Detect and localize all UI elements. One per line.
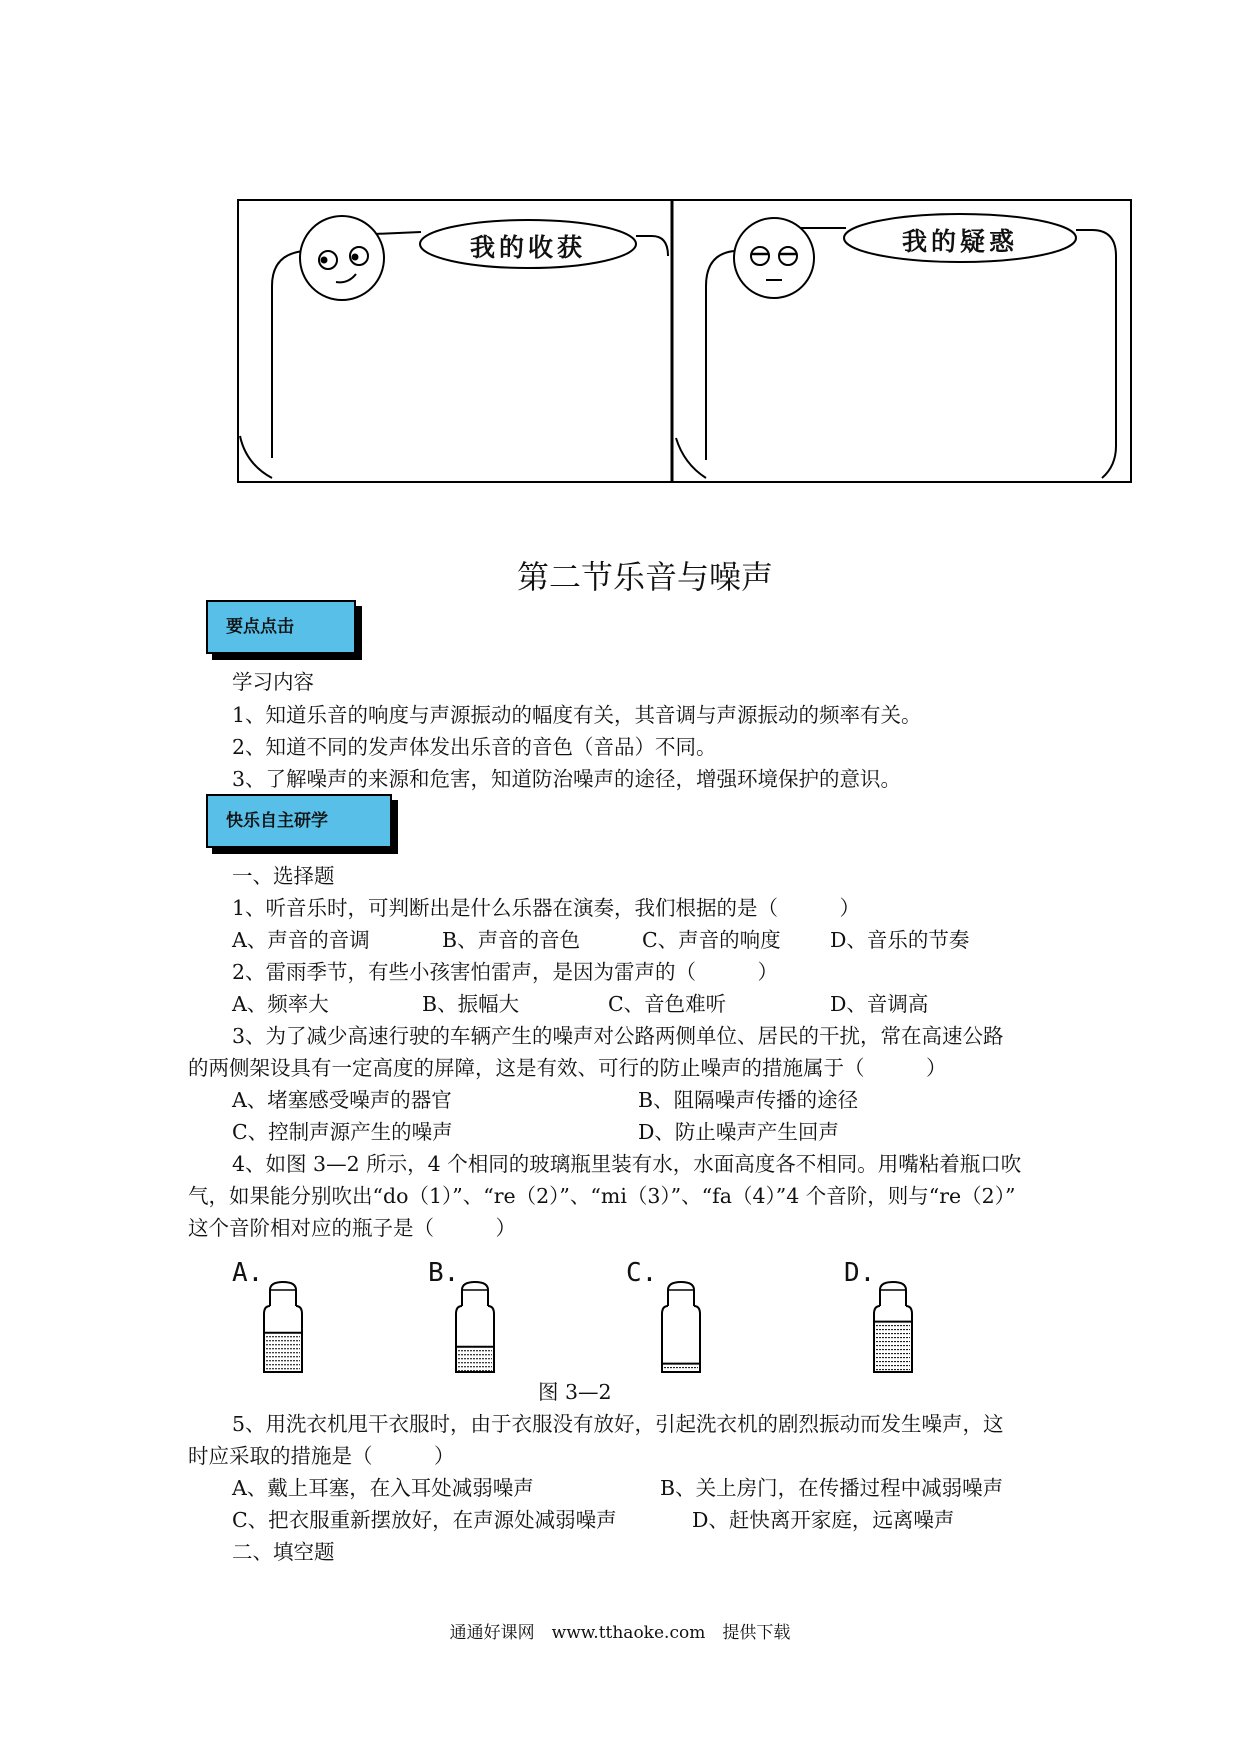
- q5-option-c: C、把衣服重新摆放好，在声源处减弱噪声: [232, 1508, 617, 1532]
- q4-stem-line2: 气，如果能分别吹出“do（1）”、“re（2）”、“mi（3）”、“fa（4）”4 个音阶，则与“re（2）”: [188, 1184, 1016, 1208]
- q2-stem: 2、雷雨季节，有些小孩害怕雷声，是因为雷声的（ ）: [232, 960, 779, 984]
- q4-stem-line1: 4、如图 3—2 所示，4 个相同的玻璃瓶里装有水，水面高度各不相同。用嘴粘着瓶口吹: [232, 1152, 1022, 1176]
- bottle-water: [456, 1347, 494, 1371]
- q3-option-a: A、堵塞感受噪声的器官: [232, 1088, 452, 1112]
- section-tag-self-study: 快乐自主研学: [206, 794, 392, 848]
- q3-option-d: D、防止噪声产生回声: [638, 1120, 839, 1144]
- bottle-b-label: B.: [428, 1258, 460, 1288]
- q1-stem: 1、听音乐时，可判断出是什么乐器在演奏，我们根据的是（ ）: [232, 896, 861, 920]
- bottle-a-label: A.: [232, 1258, 264, 1288]
- q3-stem-line2: 的两侧架设具有一定高度的屏障，这是有效、可行的防止噪声的措施属于（ ）: [188, 1056, 947, 1080]
- bottle-c-label: C.: [626, 1258, 658, 1288]
- q1-option-a: A、声音的音调: [232, 928, 370, 952]
- q5-options-row1: [232, 1474, 1052, 1502]
- bottle-neck: [462, 1282, 488, 1306]
- q5-option-a: A、戴上耳塞，在入耳处减弱噪声: [232, 1476, 534, 1500]
- q1-option-d: D、音乐的节奏: [830, 928, 970, 952]
- q2-option-a: A、频率大: [232, 992, 329, 1016]
- q2-option-b: B、振幅大: [422, 992, 520, 1016]
- learning-item-2: 2、知道不同的发声体发出乐音的音色（音品）不同。: [232, 735, 717, 759]
- section1-heading: 学习内容: [232, 670, 314, 694]
- q3-option-b: B、阻隔噪声传播的途径: [638, 1088, 859, 1112]
- q5-option-d: D、赶快离开家庭，远离噪声: [692, 1508, 955, 1532]
- q2-option-c: C、音色难听: [608, 992, 727, 1016]
- bottle-neck: [270, 1282, 296, 1306]
- bottle-a: [262, 1280, 304, 1376]
- q2-option-d: D、音调高: [830, 992, 929, 1016]
- q1-option-b: B、声音的音色: [442, 928, 581, 952]
- bottle-body: [662, 1306, 700, 1372]
- bottle-figure: [0, 1254, 1240, 1384]
- q5-options-row2: [232, 1506, 1052, 1534]
- bottle-body: [456, 1306, 494, 1372]
- learning-item-1: 1、知道乐音的响度与声源振动的幅度有关，其音调与声源振动的频率有关。: [232, 703, 922, 727]
- q3-stem-line1: 3、为了减少高速行驶的车辆产生的噪声对公路两侧单位、居民的干扰，常在高速公路: [232, 1024, 1004, 1048]
- page-title: 第二节乐音与噪声: [516, 558, 773, 596]
- section-tag-key-points: 要点点击: [206, 600, 356, 654]
- q3-option-c: C、控制声源产生的噪声: [232, 1120, 453, 1144]
- figure-caption: 图 3—2: [538, 1380, 612, 1404]
- q3-options-row1: [232, 1086, 1032, 1114]
- q1-options: [232, 926, 1032, 954]
- bottle-b: [454, 1280, 496, 1376]
- bottle-c: [660, 1280, 702, 1376]
- q2-options: [232, 990, 1032, 1018]
- q5-stem-line2: 时应采取的措施是（ ）: [188, 1444, 455, 1468]
- bottle-neck: [880, 1282, 906, 1306]
- q5-option-b: B、关上房门，在传播过程中减弱噪声: [660, 1476, 1004, 1500]
- part2-heading: 二、填空题: [232, 1540, 335, 1564]
- learning-item-3: 3、了解噪声的来源和危害，知道防治噪声的途径，增强环境保护的意识。: [232, 767, 902, 791]
- smile-face-icon: [300, 216, 384, 300]
- bottle-neck: [668, 1282, 694, 1306]
- q3-options-row2: [232, 1118, 1032, 1146]
- bottle-d: [872, 1280, 914, 1376]
- q1-option-c: C、声音的响度: [642, 928, 781, 952]
- bottle-d-label: D.: [844, 1258, 876, 1288]
- confused-face-icon: [734, 218, 814, 298]
- doubt-label: 我的疑惑: [901, 227, 1018, 256]
- part1-heading: 一、选择题: [232, 864, 335, 888]
- harvest-label: 我的收获: [469, 233, 586, 262]
- q5-stem-line1: 5、用洗衣机甩干衣服时，由于衣服没有放好，引起洗衣机的剧烈振动而发生噪声，这: [232, 1412, 1004, 1436]
- q4-stem-line3: 这个音阶相对应的瓶子是（ ）: [188, 1216, 516, 1240]
- bottle-body: [264, 1306, 302, 1372]
- page-footer: 通通好课网 www.tthaoke.com 提供下载: [449, 1623, 791, 1643]
